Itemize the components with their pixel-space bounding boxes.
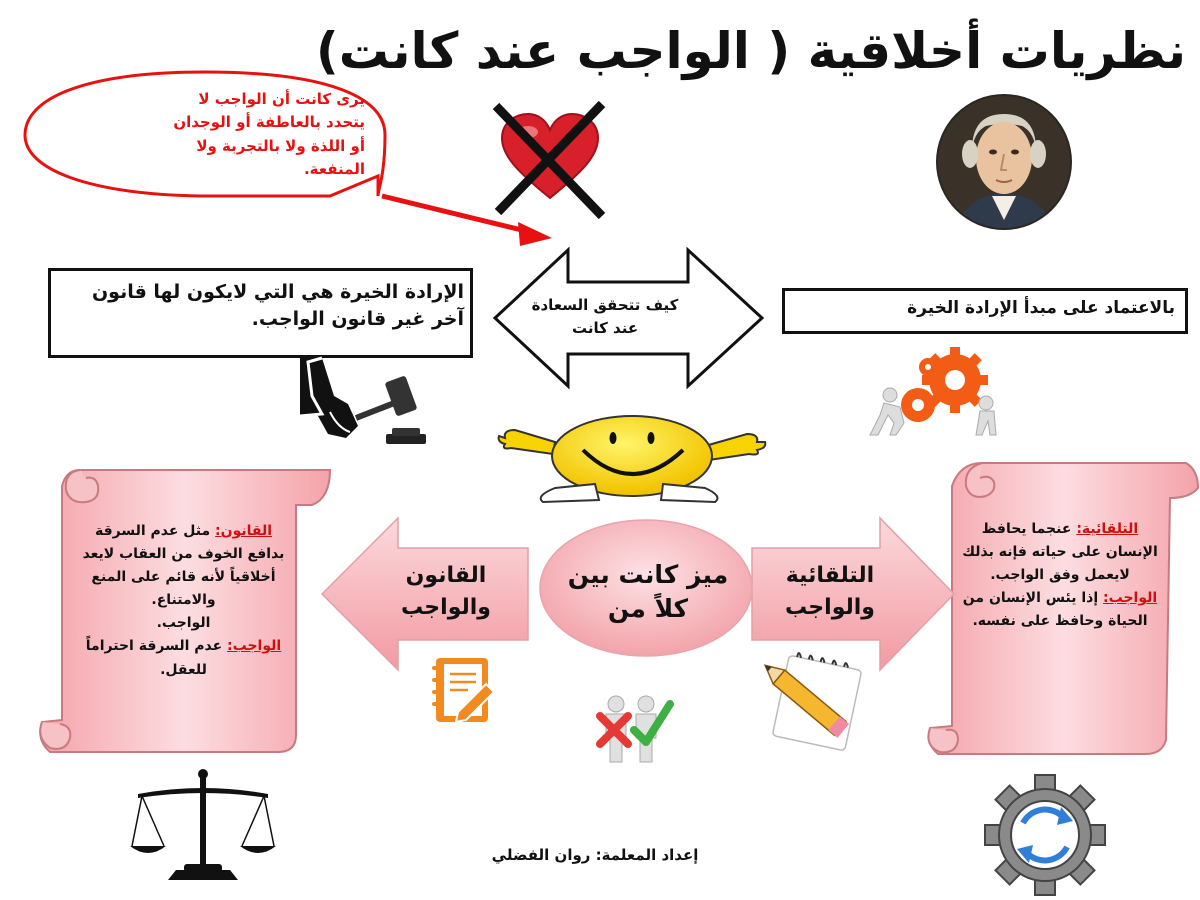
spontaneity-label: التلقائية:	[1076, 521, 1139, 537]
happiness-question: كيف تتحقق السعادة عند كانت	[531, 296, 679, 337]
spontaneity-vs-duty-text	[960, 518, 1160, 633]
gavel-icon	[298, 356, 428, 448]
refresh-gear-icon	[982, 772, 1108, 898]
duty-label: الواجب:	[1103, 590, 1158, 607]
good-will-definition-box: الإرادة الخيرة هي التي لايكون لها قانون آخر غير قانون الواجب.	[48, 268, 473, 358]
duty-text: إذا يئس الإنسان من الحياة وحافظ على نفسه.	[962, 590, 1148, 630]
scales-icon	[128, 768, 278, 888]
smiley-icon	[495, 410, 770, 505]
law-vs-duty-text	[76, 520, 291, 682]
kant-distinguished-label: ميز كانت بين كلاً من	[567, 560, 729, 623]
heart-icon	[488, 100, 613, 220]
author-credit: إعداد المعلمة: روان الفضلي	[491, 846, 699, 864]
people-check-icon	[594, 690, 674, 764]
pencil-paper-icon	[758, 652, 866, 756]
duty-label: الواجب:	[227, 638, 282, 655]
portrait-icon	[934, 92, 1074, 232]
law-label: القانون:	[215, 523, 273, 539]
law-text: مثل عدم السرقة بدافع الخوف من العقاب لايعد أخلاقياً لأنه قائم على المنع والامتناع.	[82, 523, 285, 609]
duty-word: الواجب.	[156, 615, 211, 632]
page-title: نظريات أخلاقية ( الواجب عند كانت)	[315, 22, 1186, 80]
gears-icon	[860, 345, 1000, 440]
duty-text: عدم السرقة احتراماً للعقل.	[85, 638, 228, 678]
good-will-principle-box: بالاعتماد على مبدأ الإرادة الخيرة	[782, 288, 1188, 334]
notepad-icon	[428, 654, 498, 726]
callout-text: يرى كانت أن الواجب لا يتحدد بالعاطفة أو الوجدان أو اللذة ولا بالتجربة ولا المنفعة.	[173, 90, 365, 178]
spontaneity-duty-label: التلقائية والواجب	[785, 563, 875, 620]
spontaneity-text: عنجما يحافظ الإنسان على حياته فإنه بذلك لايعمل وفق الواجب.	[962, 521, 1158, 584]
law-duty-label: القانون والواجب	[401, 563, 491, 620]
